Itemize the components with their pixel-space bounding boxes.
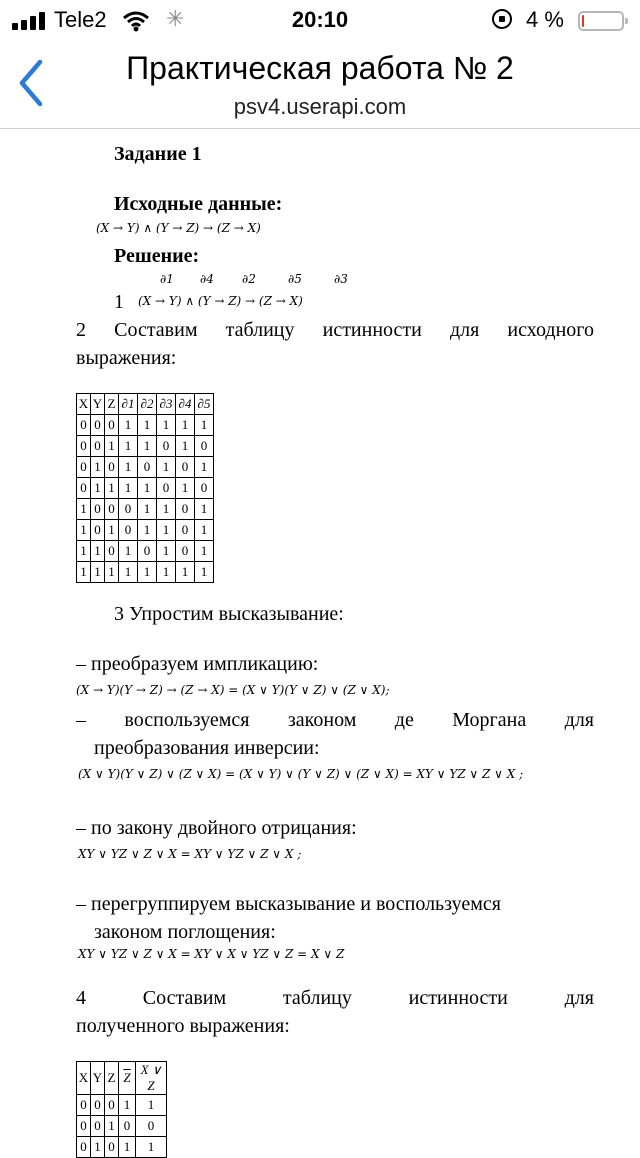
table-header-cell: ∂1 xyxy=(119,394,138,415)
table-cell: 0 xyxy=(176,457,195,478)
table-cell: 1 xyxy=(138,436,157,457)
table-cell: 1 xyxy=(119,415,138,436)
table-cell: 0 xyxy=(77,436,91,457)
table-header-cell: X ∨ Z xyxy=(136,1062,167,1095)
table-cell: 1 xyxy=(176,478,195,499)
table-cell: 0 xyxy=(77,415,91,436)
step1-label-5: ∂3 xyxy=(334,272,348,286)
bullet-absorption-line2: законом поглощения: xyxy=(94,921,276,943)
table-cell: 1 xyxy=(195,541,214,562)
step1-label-2: ∂4 xyxy=(200,272,214,286)
table-cell: 1 xyxy=(138,478,157,499)
battery-level xyxy=(582,15,584,27)
table-cell: 1 xyxy=(138,499,157,520)
table-cell: 0 xyxy=(138,457,157,478)
table-header-cell: X xyxy=(77,394,91,415)
orientation-lock-icon xyxy=(492,9,512,29)
table-row xyxy=(77,478,214,499)
table-cell: 0 xyxy=(176,520,195,541)
table-cell: 1 xyxy=(157,541,176,562)
table-cell: 1 xyxy=(119,1137,136,1158)
step4-line1: 4 Составим таблицу истинности для xyxy=(76,987,594,1009)
table-cell: 0 xyxy=(176,499,195,520)
table-cell: 0 xyxy=(176,541,195,562)
table-cell: 0 xyxy=(91,1116,105,1137)
table-cell: 1 xyxy=(119,478,138,499)
table-cell: 1 xyxy=(105,520,119,541)
formula-absorption: XY ∨ YZ ∨ Z ∨ X = XY ∨ X ∨ YZ ∨ Z = X ∨ Z xyxy=(78,947,345,961)
page-url: psv4.userapi.com xyxy=(233,94,407,119)
table-cell: 0 xyxy=(105,415,119,436)
clock: 20:10 xyxy=(291,7,349,32)
bullet-absorption-line1: – перегруппируем высказывание и воспользуемся xyxy=(76,893,501,915)
bullet-double-negation: – по закону двойного отрицания: xyxy=(76,817,357,839)
battery-percent: 4 % xyxy=(526,7,564,32)
page-title: Практическая работа № 2 xyxy=(126,50,514,86)
table-cell: 0 xyxy=(77,1095,91,1116)
table-cell: 1 xyxy=(119,436,138,457)
table-cell: 1 xyxy=(176,415,195,436)
table-header-cell: Z xyxy=(105,394,119,415)
table-row xyxy=(77,1137,167,1158)
table-cell: 1 xyxy=(77,499,91,520)
input-heading: Исходные данные: xyxy=(114,193,283,215)
table-row xyxy=(77,541,214,562)
table-cell: 1 xyxy=(105,436,119,457)
table-cell: 0 xyxy=(105,1137,119,1158)
step3-text: 3 Упростим высказывание: xyxy=(114,603,344,625)
table-cell: 1 xyxy=(105,478,119,499)
table-cell: 0 xyxy=(77,1116,91,1137)
table-cell: 1 xyxy=(176,562,195,583)
table-cell: 1 xyxy=(91,1137,105,1158)
table-cell: 0 xyxy=(91,520,105,541)
truth-table-2 xyxy=(76,1061,167,1158)
table-cell: 1 xyxy=(157,457,176,478)
table-row xyxy=(77,436,214,457)
formula-de-morgan: (X ∨ Y)(Y ∨ Z) ∨ (Z ∨ X) = (X ∨ Y) ∨ (Y ∨ Z) ∨ (Z ∨ X) = XY ∨ YZ ∨ Z ∨ X ; xyxy=(78,767,524,781)
table-cell: 1 xyxy=(195,562,214,583)
table-cell: 0 xyxy=(91,415,105,436)
table-cell: 1 xyxy=(195,415,214,436)
table-cell: 0 xyxy=(77,478,91,499)
table-header-cell: $\overline{Z}$ xyxy=(119,1062,136,1095)
table-header-cell: ∂3 xyxy=(157,394,176,415)
step1-label-3: ∂2 xyxy=(242,272,256,286)
table-cell: 1 xyxy=(176,436,195,457)
bullet-implication: – преобразуем импликацию: xyxy=(76,653,319,675)
table-cell: 1 xyxy=(138,562,157,583)
table-cell: 0 xyxy=(91,436,105,457)
table-cell: 1 xyxy=(138,520,157,541)
table-cell: 1 xyxy=(91,478,105,499)
table-cell: 0 xyxy=(105,1095,119,1116)
solution-heading: Решение: xyxy=(114,245,200,267)
input-formula: (X → Y) ∧ (Y → Z) → (Z → X) xyxy=(96,221,261,235)
table-header-cell: Z xyxy=(105,1062,119,1095)
carrier-name: Tele2 xyxy=(54,7,107,32)
table-cell: 1 xyxy=(91,541,105,562)
table-cell: 1 xyxy=(119,562,138,583)
truth-table-1 xyxy=(76,393,214,583)
table-cell: 1 xyxy=(91,457,105,478)
table-cell: 1 xyxy=(195,520,214,541)
table-row xyxy=(77,415,214,436)
table-cell: 0 xyxy=(195,436,214,457)
bullet-de-morgan-line2: преобразования инверсии: xyxy=(94,737,320,759)
step2-line1: 2 Составим таблицу истинности для исходного xyxy=(76,319,594,341)
table-cell: 1 xyxy=(157,562,176,583)
table-header-cell: ∂2 xyxy=(138,394,157,415)
table-row xyxy=(77,457,214,478)
table-row xyxy=(77,520,214,541)
task-title: Задание 1 xyxy=(114,143,202,165)
table-header-cell: ∂5 xyxy=(195,394,214,415)
table-cell: 0 xyxy=(119,520,138,541)
step2-line2: выражения: xyxy=(76,347,177,369)
table-cell: 0 xyxy=(136,1116,167,1137)
table-cell: 1 xyxy=(77,541,91,562)
table-cell: 1 xyxy=(138,415,157,436)
table-row xyxy=(77,562,214,583)
table-row xyxy=(77,1095,167,1116)
table-cell: 1 xyxy=(195,499,214,520)
table-cell: 1 xyxy=(157,415,176,436)
table-header-cell: Y xyxy=(91,394,105,415)
table-cell: 1 xyxy=(105,562,119,583)
table-cell: 0 xyxy=(105,499,119,520)
table-cell: 1 xyxy=(136,1095,167,1116)
step1-label-4: ∂5 xyxy=(288,272,302,286)
bullet-de-morgan-line1: – воспользуемся законом де Моргана для xyxy=(76,709,594,731)
battery-icon xyxy=(578,11,624,31)
table-cell: 0 xyxy=(105,541,119,562)
step1-formula: (X → Y) ∧ (Y → Z) → (Z → X) xyxy=(138,294,303,308)
table-cell: 0 xyxy=(138,541,157,562)
table-cell: 1 xyxy=(157,499,176,520)
table-cell: 1 xyxy=(119,541,138,562)
table-cell: 1 xyxy=(77,562,91,583)
table-cell: 0 xyxy=(157,478,176,499)
table-cell: 0 xyxy=(157,436,176,457)
navigation-bar xyxy=(0,42,640,129)
table-cell: 0 xyxy=(91,1095,105,1116)
table-cell: 0 xyxy=(105,457,119,478)
status-bar xyxy=(0,0,640,42)
table-cell: 1 xyxy=(91,562,105,583)
table-cell: 1 xyxy=(195,457,214,478)
step1-number: 1 xyxy=(114,291,124,313)
table-cell: 0 xyxy=(195,478,214,499)
table-cell: 1 xyxy=(105,1116,119,1137)
step1-label-1: ∂1 xyxy=(160,272,174,286)
step4-line2: полученного выражения: xyxy=(76,1015,290,1037)
table-cell: 0 xyxy=(77,457,91,478)
table-cell: 0 xyxy=(91,499,105,520)
table-cell: 1 xyxy=(136,1137,167,1158)
formula-implication: (X → Y)(Y → Z) → (Z → X) = (X ∨ Y)(Y ∨ Z) ∨ (Z ∨ X); xyxy=(76,683,390,697)
table-row xyxy=(77,499,214,520)
activity-spinner-icon: ✳ xyxy=(166,6,185,31)
formula-double-negation: XY ∨ YZ ∨ Z ∨ X = XY ∨ YZ ∨ Z ∨ X ; xyxy=(78,847,302,861)
table-cell: 1 xyxy=(157,520,176,541)
table-cell: 1 xyxy=(119,457,138,478)
table-header-cell: ∂4 xyxy=(176,394,195,415)
table-cell: 0 xyxy=(119,1116,136,1137)
table-cell: 1 xyxy=(77,520,91,541)
table-header-cell: X xyxy=(77,1062,91,1095)
table-cell: 0 xyxy=(77,1137,91,1158)
table-row xyxy=(77,1116,167,1137)
table-cell: 1 xyxy=(119,1095,136,1116)
table-cell: 0 xyxy=(119,499,138,520)
table-header-cell: Y xyxy=(91,1062,105,1095)
